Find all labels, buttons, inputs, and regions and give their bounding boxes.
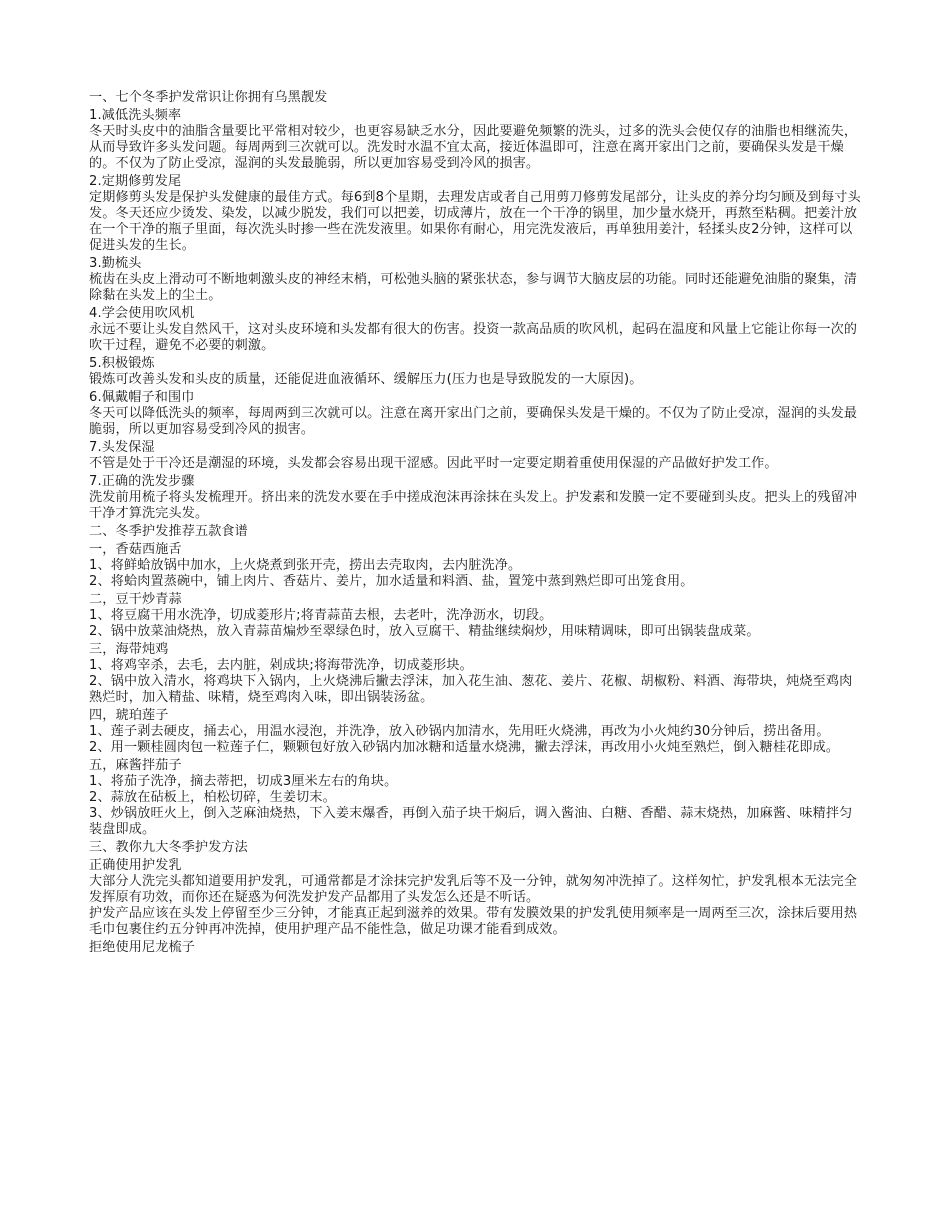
section-heading: 1.减低洗头频率 xyxy=(89,108,182,123)
paragraph: 2、将蛤肉置蒸碗中，铺上肉片、香菇片、姜片，加水适量和料酒、盐，置笼中蒸到熟烂即可出笼食用。 xyxy=(89,574,694,589)
section-heading: 6.佩戴帽子和围巾 xyxy=(89,390,195,405)
section-heading: 五，麻酱拌茄子 xyxy=(89,758,182,773)
paragraph: 1、将豆腐干用水洗净，切成菱形片;将青蒜苗去根，去老叶，洗净沥水，切段。 xyxy=(89,608,553,623)
paragraph: 锻炼可改善头发和头皮的质量，还能促进血液循环、缓解压力(压力也是导致脱发的一大原因)。 xyxy=(89,372,643,387)
paragraph: 3、炒锅放旺火上，倒入芝麻油烧热，下入姜末爆香，再倒入茄子块干焖后，调入酱油、白糖、香醋、蒜末烧热，加麻酱、味精拌匀装盘即成。 xyxy=(89,806,853,837)
paragraph: 大部分人洗完头都知道要用护发乳，可通常都是才涂抹完护发乳后等不及一分钟，就匆匆冲洗掉了。这样匆忙，护发乳根本无法完全发挥原有功效，而你还在疑惑为何洗发护发产品都用了头发怎么还是不听话。 xyxy=(89,874,858,905)
paragraph: 1、莲子剥去硬皮，捅去心，用温水浸泡，并洗净，放入砂锅内加清水，先用旺火烧沸，再改为小火炖约30分钟后，捞出备用。 xyxy=(89,724,830,739)
paragraph: 1、将鸡宰杀，去毛，去内脏，剁成块;将海带洗净，切成菱形块。 xyxy=(89,658,473,673)
paragraph: 永远不要让头发自然风干，这对头皮环境和头发都有很大的伤害。投资一款高品质的吹风机，起码在温度和风量上它能让你每一次的吹干过程，避免不必要的刺激。 xyxy=(89,322,858,353)
section-heading: 7.正确的洗发步骤 xyxy=(89,474,195,489)
section-heading: 一、七个冬季护发常识让你拥有乌黑靓发 xyxy=(89,90,328,105)
paragraph: 冬天时头皮中的油脂含量要比平常相对较少，也更容易缺乏水分，因此要避免频繁的洗头，过多的洗头会使仅存的油脂也相继流失，从而导致许多头发问题。每周两到三次就可以。洗发时水温不宜太高，接近体温即可，注意在离开家出门之前，要确保头发是干燥的。不仅为了防止受凉，湿润的头发最脆弱，所以更加容易受到冷风的损害。 xyxy=(89,124,858,171)
section-heading: 5.积极锻炼 xyxy=(89,356,155,371)
section-heading: 一，香菇西施舌 xyxy=(89,542,182,557)
paragraph: 定期修剪头发是保护头发健康的最佳方式。每6到8个星期，去理发店或者自己用剪刀修剪发尾部分，让头皮的养分均匀顾及到每寸头发。冬天还应少烫发、染发，以减少脱发，我们可以把姜，切成薄片，放在一个干净的锅里，加少量水烧开，再熬至粘稠。把姜汁放在一个干净的瓶子里面，每次洗头时掺一些在洗发液里。如果你有耐心，用完洗发液后，再单独用姜汁，轻揉头皮2分钟，这样可以促进头发的生长。 xyxy=(89,190,861,253)
section-heading: 四，琥珀莲子 xyxy=(89,708,169,723)
paragraph: 梳齿在头皮上滑动可不断地刺激头皮的神经末梢，可松弛头脑的紧张状态，参与调节大脑皮层的功能。同时还能避免油脂的聚集，清除黏在头发上的尘土。 xyxy=(89,272,858,303)
section-heading: 正确使用护发乳 xyxy=(89,858,182,873)
paragraph: 2、蒜放在砧板上，柏松切碎，生姜切末。 xyxy=(89,790,336,805)
paragraph: 2、用一颗桂圆肉包一粒莲子仁，颗颗包好放入砂锅内加冰糖和适量水烧沸，撇去浮沫，再改用小火炖至熟烂，倒入糖桂花即成。 xyxy=(89,740,840,755)
paragraph: 冬天可以降低洗头的频率，每周两到三次就可以。注意在离开家出门之前，要确保头发是干燥的。不仅为了防止受凉，湿润的头发最脆弱，所以更加容易受到冷风的损害。 xyxy=(89,406,858,437)
document-body xyxy=(89,88,864,956)
section-heading: 3.勤梳头 xyxy=(89,256,142,271)
paragraph: 不管是处于干冷还是潮湿的环境，头发都会容易出现干涩感。因此平时一定要定期着重使用保湿的产品做好护发工作。 xyxy=(89,456,778,471)
paragraph: 1、将鲜蛤放锅中加水，上火烧煮到张开壳，捞出去壳取肉，去内脏洗净。 xyxy=(89,558,522,573)
section-heading: 三，海带炖鸡 xyxy=(89,642,169,657)
section-heading: 二、冬季护发推荐五款食谱 xyxy=(89,524,248,539)
paragraph: 1、将茄子洗净，摘去蒂把，切成3厘米左右的角块。 xyxy=(89,774,398,789)
paragraph: 护发产品应该在头发上停留至少三分钟，才能真正起到滋养的效果。带有发膜效果的护发乳使用频率是一周两至三次，涂抹后要用热毛巾包裹住约五分钟再冲洗掉，使用护理产品不能性急，做足功课才能看到成效。 xyxy=(89,906,858,937)
paragraph: 2、锅中放入清水，将鸡块下入锅内，上火烧沸后撇去浮沫，加入花生油、葱花、姜片、花椒、胡椒粉、料酒、海带块，炖烧至鸡肉熟烂时，加入精盐、味精，烧至鸡肉入味，即出锅装汤盆。 xyxy=(89,674,853,705)
section-heading: 三、教你九大冬季护发方法 xyxy=(89,840,248,855)
paragraph: 洗发前用梳子将头发梳理开。挤出来的洗发水要在手中搓成泡沫再涂抹在头发上。护发素和发膜一定不要碰到头皮。把头上的残留冲干净才算洗完头发。 xyxy=(89,490,858,521)
section-heading: 拒绝使用尼龙梳子 xyxy=(89,940,195,955)
section-heading: 二，豆干炒青蒜 xyxy=(89,592,182,607)
section-heading: 4.学会使用吹风机 xyxy=(89,306,195,321)
paragraph: 2、锅中放菜油烧热，放入青蒜苗煸炒至翠绿色时，放入豆腐干、精盐继续焖炒，用味精调味，即可出锅装盘成菜。 xyxy=(89,624,760,639)
section-heading: 7.头发保湿 xyxy=(89,440,155,455)
section-heading: 2.定期修剪发尾 xyxy=(89,174,182,189)
